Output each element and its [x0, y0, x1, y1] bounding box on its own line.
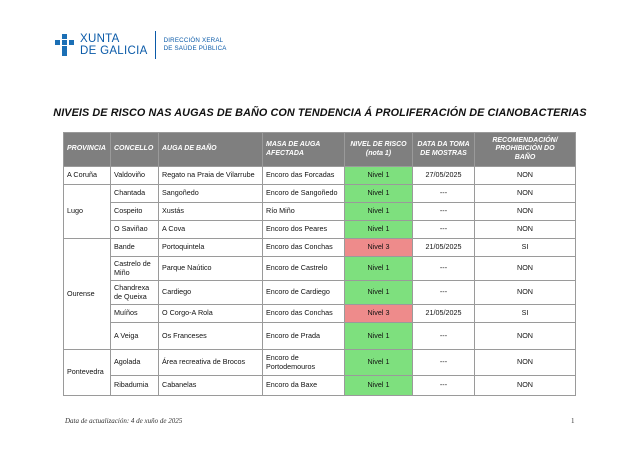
masa-cell: Encoro de Cardiego: [263, 281, 345, 305]
col-provincia: PROVINCIA: [64, 133, 111, 167]
data-cell: ---: [413, 257, 475, 281]
table-row: [64, 350, 576, 376]
nivel-cell: Nivel 1: [345, 376, 413, 396]
rec-cell: SI: [475, 239, 576, 257]
province-cell: Lugo: [64, 185, 111, 239]
concello-cell: Cospeito: [111, 203, 159, 221]
nivel-cell: Nivel 1: [345, 167, 413, 185]
page-number: 1: [571, 417, 575, 425]
masa-cell: Río Miño: [263, 203, 345, 221]
province-cell: A Coruña: [64, 167, 111, 185]
risk-table: [63, 132, 576, 396]
concello-cell: Ribadumia: [111, 376, 159, 396]
col-auga: AUGA DE BAÑO: [159, 133, 263, 167]
nivel-cell: Nivel 1: [345, 221, 413, 239]
col-data: DATA DA TOMA DE MOSTRAS: [413, 133, 475, 167]
auga-cell: Parque Naútico: [159, 257, 263, 281]
table-header-row: [64, 133, 576, 167]
nivel-cell: Nivel 1: [345, 257, 413, 281]
auga-cell: Os Franceses: [159, 323, 263, 350]
col-concello: CONCELLO: [111, 133, 159, 167]
data-cell: ---: [413, 221, 475, 239]
header: [55, 30, 227, 60]
data-cell: 27/05/2025: [413, 167, 475, 185]
masa-cell: Encoro das Conchas: [263, 305, 345, 323]
nivel-cell: Nivel 1: [345, 350, 413, 376]
auga-cell: Portoquintela: [159, 239, 263, 257]
data-cell: 21/05/2025: [413, 239, 475, 257]
province-cell: Ourense: [64, 239, 111, 350]
table-row: [64, 167, 576, 185]
auga-cell: O Corgo-A Rola: [159, 305, 263, 323]
col-nivel: NIVEL DE RISCO (nota 1): [345, 133, 413, 167]
data-cell: ---: [413, 281, 475, 305]
auga-cell: A Cova: [159, 221, 263, 239]
masa-cell: Encoro de Sangoñedo: [263, 185, 345, 203]
data-cell: ---: [413, 185, 475, 203]
nivel-cell: Nivel 1: [345, 203, 413, 221]
rec-cell: NON: [475, 257, 576, 281]
table-row: [64, 203, 576, 221]
xunta-logo-icon: [55, 34, 75, 56]
concello-cell: A Veiga: [111, 323, 159, 350]
table-row: [64, 323, 576, 350]
masa-cell: Encoro da Baxe: [263, 376, 345, 396]
brand-name: XUNTA DE GALICIA: [80, 33, 148, 57]
auga-cell: Regato na Praia de Vilarrube: [159, 167, 263, 185]
data-cell: ---: [413, 323, 475, 350]
concello-cell: Chandrexa de Queixa: [111, 281, 159, 305]
nivel-cell: Nivel 1: [345, 185, 413, 203]
col-masa: MASA DE AUGA AFECTADA: [263, 133, 345, 167]
nivel-cell: Nivel 3: [345, 239, 413, 257]
rec-cell: NON: [475, 221, 576, 239]
department-name: DIRECCIÓN XERAL DE SAÚDE PÚBLICA: [163, 37, 227, 52]
table-row: [64, 305, 576, 323]
data-cell: 21/05/2025: [413, 305, 475, 323]
nivel-cell: Nivel 1: [345, 323, 413, 350]
table-row: [64, 185, 576, 203]
auga-cell: Cardiego: [159, 281, 263, 305]
table-row: [64, 376, 576, 396]
table-row: [64, 281, 576, 305]
auga-cell: Xustás: [159, 203, 263, 221]
concello-cell: O Saviñao: [111, 221, 159, 239]
table-row: [64, 221, 576, 239]
masa-cell: Encoro de Portodemouros: [263, 350, 345, 376]
rec-cell: NON: [475, 185, 576, 203]
concello-cell: Muíños: [111, 305, 159, 323]
masa-cell: Encoro de Prada: [263, 323, 345, 350]
col-recomendacion: RECOMENDACIÓN/ PROHIBICIÓN DO BAÑO: [475, 133, 576, 167]
concello-cell: Castrelo de Miño: [111, 257, 159, 281]
rec-cell: NON: [475, 376, 576, 396]
masa-cell: Encoro dos Peares: [263, 221, 345, 239]
masa-cell: Encoro das Conchas: [263, 239, 345, 257]
update-date: Data de actualización: 4 de xuño de 2025: [65, 417, 183, 425]
auga-cell: Cabanelas: [159, 376, 263, 396]
data-cell: ---: [413, 203, 475, 221]
rec-cell: NON: [475, 350, 576, 376]
rec-cell: SI: [475, 305, 576, 323]
masa-cell: Encoro de Castrelo: [263, 257, 345, 281]
rec-cell: NON: [475, 167, 576, 185]
nivel-cell: Nivel 1: [345, 281, 413, 305]
province-cell: Pontevedra: [64, 350, 111, 396]
nivel-cell: Nivel 3: [345, 305, 413, 323]
page-title: NIVEIS DE RISCO NAS AUGAS DE BAÑO CON TENDENCIA Á PROLIFERACIÓN DE CIANOBACTERIAS: [53, 107, 587, 119]
header-divider: [155, 31, 156, 59]
rec-cell: NON: [475, 323, 576, 350]
auga-cell: Sangoñedo: [159, 185, 263, 203]
data-cell: ---: [413, 350, 475, 376]
concello-cell: Valdoviño: [111, 167, 159, 185]
table-row: [64, 239, 576, 257]
masa-cell: Encoro das Forcadas: [263, 167, 345, 185]
rec-cell: NON: [475, 281, 576, 305]
concello-cell: Agolada: [111, 350, 159, 376]
auga-cell: Área recreativa de Brocos: [159, 350, 263, 376]
concello-cell: Chantada: [111, 185, 159, 203]
rec-cell: NON: [475, 203, 576, 221]
data-cell: ---: [413, 376, 475, 396]
concello-cell: Bande: [111, 239, 159, 257]
table-row: [64, 257, 576, 281]
